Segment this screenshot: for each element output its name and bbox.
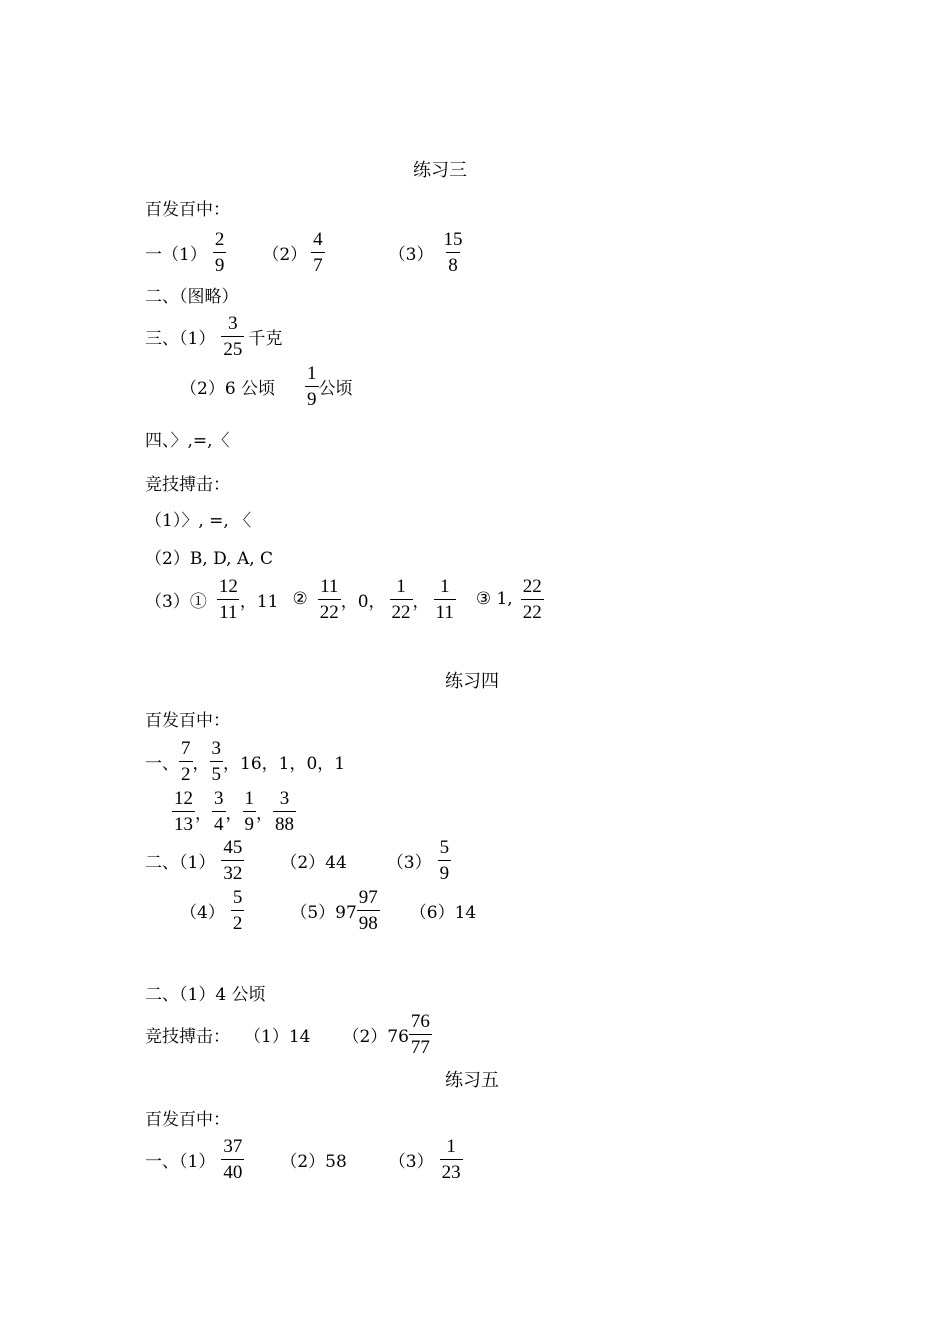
answer-text: （4） bbox=[180, 902, 225, 923]
denominator: 77 bbox=[409, 1034, 432, 1057]
answer-text: ， bbox=[225, 803, 243, 824]
answer-text: ， bbox=[256, 803, 273, 824]
fraction bbox=[318, 577, 341, 622]
fraction bbox=[440, 1137, 463, 1182]
answer-text: ，0， bbox=[340, 591, 386, 612]
fraction bbox=[311, 230, 325, 275]
answer-text: 一、（1） bbox=[145, 1151, 216, 1172]
denominator: 2 bbox=[231, 910, 245, 933]
fraction bbox=[305, 364, 319, 409]
numerator: 15 bbox=[443, 228, 463, 250]
answer-text: ② bbox=[292, 589, 308, 609]
numerator: 1 bbox=[244, 787, 254, 809]
answer-text: 竞技搏击： bbox=[145, 474, 230, 495]
fraction bbox=[179, 739, 193, 784]
answer-text: （2）76 bbox=[342, 1026, 409, 1047]
answer-text: （3） bbox=[388, 1151, 434, 1172]
fraction bbox=[210, 739, 224, 784]
answer-text: （1）14 bbox=[244, 1026, 311, 1047]
denominator: 2 bbox=[179, 761, 193, 784]
numerator: 45 bbox=[223, 836, 243, 858]
numerator: 11 bbox=[320, 575, 339, 597]
numerator: 2 bbox=[214, 228, 225, 250]
fraction bbox=[221, 1137, 244, 1182]
denominator: 88 bbox=[273, 811, 296, 834]
exercise-5-title bbox=[445, 1049, 499, 1109]
fraction bbox=[390, 577, 413, 622]
answer-text: ③ 1, bbox=[475, 589, 513, 609]
answer-text: ，11 bbox=[239, 591, 279, 612]
answer-text: 三、（1） bbox=[145, 328, 216, 349]
denominator: 32 bbox=[221, 860, 244, 883]
answer-text: （3） bbox=[386, 852, 432, 873]
answer-text: （2）44 bbox=[280, 852, 347, 873]
section-title: 练习三 bbox=[413, 160, 467, 181]
fraction bbox=[434, 577, 456, 622]
denominator: 40 bbox=[221, 1159, 244, 1182]
section-title: 练习四 bbox=[445, 671, 499, 692]
numerator: 37 bbox=[223, 1135, 243, 1157]
answer-text: 千克 bbox=[248, 328, 283, 349]
answer-text: 公顷 bbox=[318, 378, 353, 399]
exercise-4-title bbox=[445, 650, 499, 710]
fraction bbox=[438, 838, 452, 883]
fraction bbox=[409, 1012, 432, 1057]
denominator: 9 bbox=[305, 386, 319, 409]
exercise-3-title bbox=[413, 139, 467, 199]
answer-text: 二、（1）4 公顷 bbox=[145, 984, 266, 1005]
section-title: 练习五 bbox=[445, 1070, 499, 1091]
numerator: 1 bbox=[446, 1135, 456, 1157]
numerator: 1 bbox=[307, 362, 317, 384]
fraction bbox=[357, 888, 380, 933]
denominator: 11 bbox=[434, 599, 456, 622]
denominator: 22 bbox=[390, 599, 413, 622]
answer-text: （1）〉, =, 〈 bbox=[145, 510, 252, 531]
answer-text: ， bbox=[412, 591, 430, 612]
answer-text: （5）97 bbox=[290, 902, 357, 923]
ex3-line-4 bbox=[180, 356, 353, 416]
numerator: 3 bbox=[214, 787, 224, 809]
denominator: 23 bbox=[440, 1159, 463, 1182]
fraction bbox=[441, 230, 464, 275]
fraction bbox=[221, 314, 244, 359]
denominator: 4 bbox=[212, 811, 226, 834]
answer-text: ，16，1，0，1 bbox=[223, 753, 346, 774]
denominator: 98 bbox=[357, 910, 380, 933]
denominator: 8 bbox=[446, 252, 460, 275]
numerator: 3 bbox=[211, 737, 221, 759]
answer-text: （3） bbox=[388, 244, 434, 265]
answer-text: 四、〉,=,〈 bbox=[145, 430, 230, 451]
answer-text: ， bbox=[195, 803, 212, 824]
numerator: 22 bbox=[522, 575, 542, 597]
answer-text: 百发百中： bbox=[145, 710, 230, 731]
answer-text: （2）6 公顷 bbox=[180, 378, 276, 399]
fraction bbox=[172, 789, 195, 834]
numerator: 5 bbox=[232, 886, 243, 908]
denominator: 9 bbox=[243, 811, 257, 834]
fraction bbox=[212, 789, 226, 834]
numerator: 12 bbox=[174, 787, 193, 809]
answer-text: 百发百中： bbox=[145, 1109, 230, 1130]
answer-text: （3）① bbox=[145, 591, 207, 612]
answer-text: 一、 bbox=[145, 753, 179, 774]
denominator: 11 bbox=[217, 599, 239, 622]
answer-text: 二、（1） bbox=[145, 852, 216, 873]
fraction bbox=[221, 838, 244, 883]
ex3-jingji-3 bbox=[145, 569, 544, 629]
answer-text: （2）B, D, A, C bbox=[145, 548, 274, 569]
ex5-line-1 bbox=[145, 1129, 463, 1189]
denominator: 25 bbox=[221, 336, 244, 359]
numerator: 7 bbox=[181, 737, 191, 759]
numerator: 1 bbox=[439, 575, 450, 597]
numerator: 3 bbox=[279, 787, 290, 809]
ex4-line-6 bbox=[145, 1004, 432, 1064]
numerator: 5 bbox=[439, 836, 450, 858]
fraction bbox=[521, 577, 544, 622]
denominator: 9 bbox=[213, 252, 227, 275]
numerator: 97 bbox=[358, 886, 378, 908]
answer-text: 百发百中： bbox=[145, 199, 230, 220]
numerator: 4 bbox=[313, 228, 323, 250]
numerator: 76 bbox=[410, 1010, 430, 1032]
ex4-line-4 bbox=[180, 880, 476, 940]
denominator: 5 bbox=[210, 761, 224, 784]
numerator: 3 bbox=[228, 312, 238, 334]
answer-text: （6）14 bbox=[409, 902, 477, 923]
answer-text: （2）58 bbox=[280, 1151, 347, 1172]
answer-text: 竞技搏击： bbox=[145, 1026, 230, 1047]
answer-text: 二、（图略） bbox=[145, 286, 239, 307]
fraction bbox=[273, 789, 296, 834]
denominator: 22 bbox=[521, 599, 544, 622]
answer-text: ， bbox=[192, 753, 210, 774]
answer-text: 一（1） bbox=[145, 244, 207, 265]
fraction bbox=[231, 888, 245, 933]
fraction bbox=[217, 577, 240, 622]
denominator: 13 bbox=[172, 811, 195, 834]
denominator: 9 bbox=[438, 860, 452, 883]
numerator: 1 bbox=[396, 575, 406, 597]
denominator: 7 bbox=[311, 252, 325, 275]
denominator: 22 bbox=[318, 599, 341, 622]
numerator: 12 bbox=[218, 575, 238, 597]
fraction bbox=[243, 789, 257, 834]
answer-text: （2） bbox=[262, 244, 308, 265]
